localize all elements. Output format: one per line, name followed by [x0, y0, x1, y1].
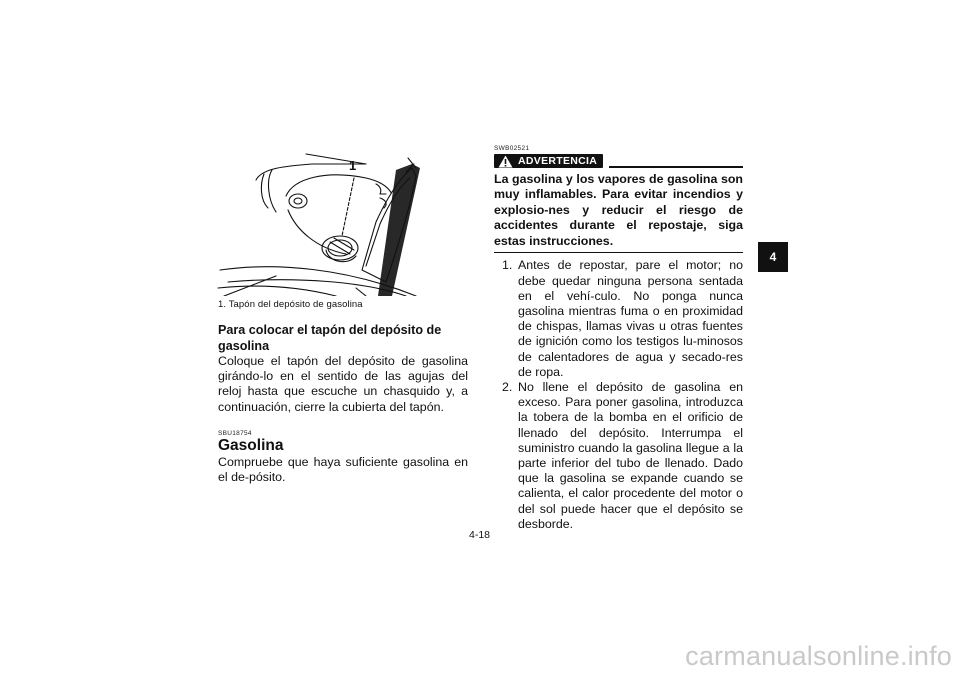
steps-list [494, 258, 743, 532]
step-number: 2. [502, 379, 513, 394]
step-text: No llene el depósito de gasolina en exceso. Para poner gasolina, introduzca la tobera de la bomba en el orificio de llenado del depósito. Interrumpa el suministro cuando la gasolina llegue a la parte inferior del tubo de llenado. Dado que la gasolina se expande cuando se calienta, el calor procedente del motor o del sol puede hacer que el depósito se desborde. [518, 379, 743, 531]
left-column [218, 322, 468, 485]
warning-text: La gasolina y los vapores de gasolina son muy inflamables. Para evitar incendios y explosio-nes y reducir el riesgo de accidentes durante el repostaje, siga estas instrucciones. [494, 172, 743, 248]
warning-top-rule [609, 166, 743, 167]
figure-caption: 1. Tapón del depósito de gasolina [218, 299, 363, 310]
warning-triangle-icon [498, 155, 513, 168]
step-number: 1. [502, 258, 513, 273]
subheading: Para colocar el tapón del depósito de gasolina [218, 323, 442, 353]
warning-bottom-rule [494, 252, 743, 253]
paragraph: Coloque el tapón del depósito de gasolina girándo-lo en el sentido de las agujas del reloj hasta que escuche un chasquido y, a continuación, cierre la cubierta del tapón. [218, 354, 468, 414]
callout-number: 1 [349, 158, 357, 173]
warning-banner [494, 154, 743, 168]
section-title: Gasolina [218, 436, 284, 454]
warning-code: SWB02521 [494, 145, 530, 152]
fuel-cap-drawing [216, 150, 468, 296]
list-item [494, 258, 743, 380]
section-code: SBU18754 [218, 429, 252, 437]
right-column [494, 145, 743, 532]
warning-label: ADVERTENCIA [518, 155, 598, 167]
page-number: 4-18 [469, 529, 491, 541]
chapter-tab: 4 [758, 242, 788, 272]
section-text: Compruebe que haya suficiente gasolina en el de-pósito. [218, 454, 468, 485]
list-item [494, 380, 743, 532]
watermark: carmanualsonline.info [685, 641, 952, 671]
fuel-cap-illustration [216, 150, 468, 296]
step-text: Antes de repostar, pare el motor; no debe quedar ninguna persona sentada en el vehí-culo. No ponga nunca gasolina mientras fuma o en proximidad de chispas, llamas vivas u otras fuentes de ignición como los testigos lu-minosos de calentadores de agua y secado-res de ropa. [518, 258, 743, 379]
warning-badge [494, 154, 603, 168]
